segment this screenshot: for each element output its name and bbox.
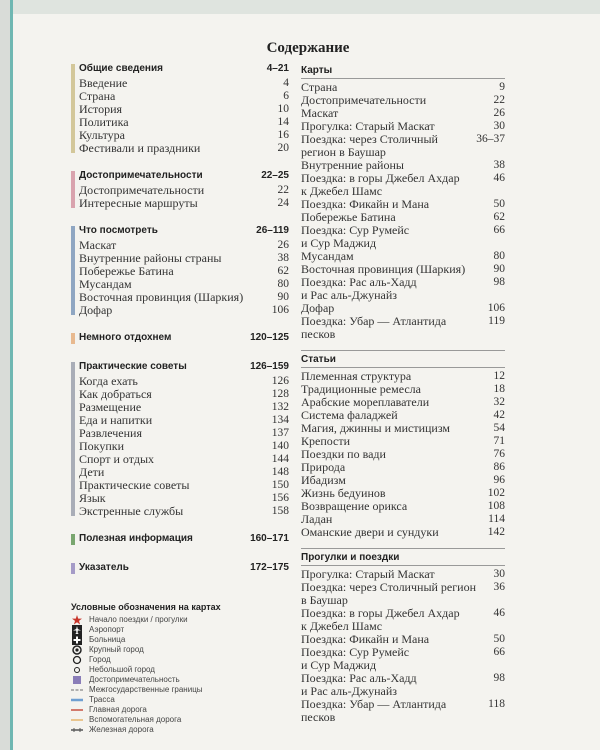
legend-item (71, 685, 289, 695)
entry-page: 114 (488, 513, 505, 525)
entry-label: Маскат (301, 106, 339, 120)
border-icon (71, 685, 83, 695)
entry-label: Побережье Батина (301, 210, 396, 224)
entry-label: Внутренние районы (301, 158, 404, 172)
entry-page: 150 (271, 479, 289, 491)
entry-label: Традиционные ремесла (301, 382, 421, 396)
entry-page: 140 (271, 440, 289, 452)
legend-item (71, 675, 289, 685)
entry-label: Прогулка: Старый Маскат (301, 567, 435, 581)
entry-page: 106 (271, 304, 289, 316)
entry-label: Восточная провинция (Шаркия) (301, 262, 466, 276)
entry-page: 9 (499, 81, 505, 93)
entry-page: 10 (277, 103, 289, 115)
section-title: Общие сведения (79, 63, 163, 74)
section-title: Практические советы (79, 361, 187, 372)
section-title: Немного отдохнем (79, 332, 172, 343)
entry-label: Поездка: Фикайн и Мана (301, 197, 430, 211)
left-column (71, 62, 289, 735)
entry-page: 80 (277, 278, 289, 290)
entry-page: 98 (493, 276, 505, 288)
entry-page: 38 (277, 252, 289, 264)
entry-page: 50 (493, 198, 505, 210)
toc-entry[interactable] (301, 607, 505, 633)
entry-page: 118 (488, 698, 505, 710)
legend-item (71, 705, 289, 715)
entry-label: Дофар (79, 303, 113, 317)
section-heading[interactable] (79, 169, 289, 184)
legend-item (71, 655, 289, 665)
section-title: Статьи (301, 354, 336, 365)
section-title: Что посмотреть (79, 225, 158, 236)
entry-page: 30 (493, 120, 505, 132)
entry-label: Поездка: в горы Джебел Ахдар к Джебел Шамс (301, 171, 460, 198)
entry-label: Поездка: Рас аль-Хадд и Рас аль-Джунайз (301, 275, 417, 302)
section-title: Достопримечательности (79, 170, 203, 181)
entry-label: Когда ехать (79, 374, 138, 388)
legend-item (71, 715, 289, 725)
entry-label: Фестивали и праздники (79, 141, 201, 155)
section-heading[interactable] (79, 224, 289, 239)
section-pages: 22–25 (261, 170, 289, 181)
section-color-bar (71, 64, 75, 153)
entry-page: 46 (493, 172, 505, 184)
entry-page: 134 (271, 414, 289, 426)
section-title: Карты (301, 65, 333, 76)
entry-label: Размещение (79, 400, 142, 414)
entry-page: 18 (493, 383, 505, 395)
entry-page: 30 (493, 568, 505, 580)
small-city-icon (71, 665, 83, 675)
toc-section (301, 548, 505, 724)
entry-label: Язык (79, 491, 106, 505)
toc-entry[interactable] (79, 505, 289, 518)
entry-label: Политика (79, 115, 129, 129)
hospital-icon (71, 635, 83, 645)
entry-page: 142 (487, 526, 505, 538)
entry-label: Поездка: в горы Джебел Ахдар к Джебел Шамс (301, 606, 460, 633)
entry-label: Как добраться (79, 387, 152, 401)
entry-label: Магия, джинны и мистицизм (301, 421, 451, 435)
legend-item (71, 645, 289, 655)
entry-label: Достопримечательности (301, 93, 427, 107)
toc-entry[interactable] (301, 646, 505, 672)
legend-label: Небольшой город (89, 665, 155, 674)
section-heading[interactable] (79, 360, 289, 375)
legend-label: Железная дорога (89, 725, 154, 734)
entry-page: 128 (271, 388, 289, 400)
legend-item (71, 615, 289, 625)
entry-page: 22 (277, 184, 289, 196)
entry-page: 54 (493, 422, 505, 434)
entry-label: Экстренные службы (79, 504, 184, 518)
entry-label: Ибадизм (301, 473, 346, 487)
entry-label: Внутренние районы страны (79, 251, 222, 265)
entry-label: Прогулка: Старый Маскат (301, 119, 435, 133)
toc-entry[interactable] (79, 453, 289, 466)
entry-label: Восточная провинция (Шаркия) (79, 290, 244, 304)
section-color-bar (71, 333, 75, 344)
entry-label: Поездка: Убар — Атлантида песков (301, 697, 447, 724)
toc-entry[interactable] (301, 672, 505, 698)
entry-page: 16 (277, 129, 289, 141)
entry-label: Крепости (301, 434, 351, 448)
toc-entry[interactable] (79, 479, 289, 492)
entry-page: 42 (493, 409, 505, 421)
entry-label: Спорт и отдых (79, 452, 155, 466)
entry-label: Природа (301, 460, 346, 474)
entry-page: 156 (271, 492, 289, 504)
legend-item (71, 695, 289, 705)
entry-page: 80 (493, 250, 505, 262)
toc-entry[interactable] (301, 133, 505, 159)
entry-label: Поездка: Рас аль-Хадд и Рас аль-Джунайз (301, 671, 417, 698)
legend-label: Город (89, 655, 111, 664)
section-title: Полезная информация (79, 533, 193, 544)
entry-label: Мусандам (79, 277, 132, 291)
entry-label: Поездка: Убар — Атлантида песков (301, 314, 447, 341)
entry-label: Возвращение орикса (301, 499, 408, 513)
section-pages: 26–119 (256, 225, 289, 236)
entry-page: 132 (271, 401, 289, 413)
entry-page: 24 (277, 197, 289, 209)
legend-title: Условные обозначения на картах (71, 602, 221, 612)
section-heading[interactable] (301, 353, 505, 368)
entry-label: Поездки по вади (301, 447, 386, 461)
section-pages: 120–125 (250, 332, 289, 343)
toc-entry[interactable] (301, 315, 505, 341)
toc-section (71, 169, 289, 210)
entry-page: 22 (493, 94, 505, 106)
section-pages: 126–159 (250, 361, 289, 372)
entry-page: 36–37 (476, 133, 505, 145)
toc-section (71, 360, 289, 518)
entry-page: 20 (277, 142, 289, 154)
section-heading[interactable] (301, 64, 505, 79)
entry-label: Дофар (301, 301, 335, 315)
toc-section (301, 62, 505, 341)
entry-page: 96 (493, 474, 505, 486)
entry-page: 119 (488, 315, 505, 327)
section-color-bar (71, 563, 75, 574)
entry-label: Еда и напитки (79, 413, 153, 427)
legend-label: Крупный город (89, 645, 144, 654)
toc-section (71, 331, 289, 346)
entry-label: Страна (79, 89, 116, 103)
entry-page: 26 (493, 107, 505, 119)
legend-label: Вспомогательная дорога (89, 715, 182, 724)
entry-label: Достопримечательности (79, 183, 205, 197)
toc-entry[interactable] (301, 224, 505, 250)
section-color-bar (71, 226, 75, 315)
toc-entry[interactable] (301, 581, 505, 607)
entry-label: Покупки (79, 439, 124, 453)
section-color-bar (71, 534, 75, 545)
entry-page: 90 (493, 263, 505, 275)
entry-page: 106 (487, 302, 505, 314)
entry-label: Племенная структура (301, 369, 412, 383)
star-icon (71, 615, 83, 625)
map-legend (71, 602, 289, 735)
book-page (10, 0, 600, 750)
entry-page: 38 (493, 159, 505, 171)
main-road-icon (71, 705, 83, 715)
city-icon (71, 655, 83, 665)
entry-page: 86 (493, 461, 505, 473)
entry-label: Интересные маршруты (79, 196, 198, 210)
entry-label: Арабские мореплаватели (301, 395, 430, 409)
entry-page: 137 (271, 427, 289, 439)
entry-label: История (79, 102, 123, 116)
entry-page: 12 (493, 370, 505, 382)
highway-icon (71, 695, 83, 705)
entry-page: 46 (493, 607, 505, 619)
section-heading[interactable] (79, 331, 289, 346)
entry-label: Поездка: Сур Румейс и Сур Маджид (301, 223, 410, 250)
entry-page: 50 (493, 633, 505, 645)
entry-page: 90 (277, 291, 289, 303)
large-city-icon (71, 645, 83, 655)
toc-entry[interactable] (79, 304, 289, 317)
section-heading[interactable] (79, 62, 289, 77)
toc-section (71, 561, 289, 576)
legend-item (71, 725, 289, 735)
entry-label: Введение (79, 76, 128, 90)
toc-section (71, 532, 289, 547)
entry-page: 98 (493, 672, 505, 684)
entry-page: 102 (487, 487, 505, 499)
entry-label: Дети (79, 465, 105, 479)
entry-label: Ладан (301, 512, 333, 526)
entry-page: 62 (277, 265, 289, 277)
entry-page: 76 (493, 448, 505, 460)
right-column (301, 62, 505, 733)
legend-item (71, 635, 289, 645)
entry-page: 4 (283, 77, 289, 89)
toc-section (71, 224, 289, 317)
entry-label: Оманские двери и сундуки (301, 525, 439, 539)
section-color-bar (71, 362, 75, 516)
entry-label: Поездка: через Столичный регион в Баушар (301, 132, 438, 159)
section-color-bar (71, 171, 75, 208)
section-pages: 4–21 (266, 63, 289, 74)
legend-label: Достопримечательность (89, 675, 180, 684)
legend-label: Трасса (89, 695, 115, 704)
sight-icon (71, 675, 83, 685)
entry-label: Развлечения (79, 426, 142, 440)
entry-page: 126 (271, 375, 289, 387)
toc-entry[interactable] (301, 276, 505, 302)
legend-label: Начало поездки / прогулки (89, 615, 188, 624)
entry-page: 66 (493, 224, 505, 236)
entry-page: 158 (271, 505, 289, 517)
toc-entry[interactable] (301, 698, 505, 724)
entry-label: Побережье Батина (79, 264, 174, 278)
entry-page: 148 (271, 466, 289, 478)
legend-item (71, 625, 289, 635)
toc-entry[interactable] (79, 142, 289, 155)
entry-page: 6 (283, 90, 289, 102)
entry-page: 66 (493, 646, 505, 658)
entry-label: Поездка: через Столичный регион в Баушар (301, 580, 477, 607)
entry-page: 144 (271, 453, 289, 465)
legend-label: Межгосударственные границы (89, 685, 203, 694)
entry-page: 14 (277, 116, 289, 128)
toc-section (71, 62, 289, 155)
entry-label: Практические советы (79, 478, 190, 492)
entry-label: Мусандам (301, 249, 354, 263)
entry-label: Поездка: Фикайн и Мана (301, 632, 430, 646)
section-title: Указатель (79, 562, 129, 573)
toc-entry[interactable] (301, 172, 505, 198)
entry-label: Маскат (79, 238, 117, 252)
airport-icon (71, 625, 83, 635)
entry-page: 71 (493, 435, 505, 447)
section-heading[interactable] (79, 532, 289, 547)
page-title: Содержание (266, 40, 350, 56)
toc-entry[interactable] (79, 197, 289, 210)
legend-label: Больница (89, 635, 126, 644)
section-pages: 172–175 (250, 562, 289, 573)
legend-label: Главная дорога (89, 705, 147, 714)
toc-entry[interactable] (301, 526, 505, 539)
entry-label: Страна (301, 80, 338, 94)
entry-page: 108 (487, 500, 505, 512)
legend-item (71, 665, 289, 675)
entry-page: 26 (277, 239, 289, 251)
entry-label: Система фаладжей (301, 408, 398, 422)
entry-page: 62 (493, 211, 505, 223)
section-pages: 160–171 (250, 533, 289, 544)
section-title: Прогулки и поездки (301, 552, 400, 563)
top-strip (13, 0, 600, 14)
toc-section (301, 350, 505, 539)
section-heading[interactable] (79, 561, 289, 576)
legend-label: Аэропорт (89, 625, 125, 634)
entry-label: Культура (79, 128, 125, 142)
entry-page: 32 (493, 396, 505, 408)
entry-label: Жизнь бедуинов (301, 486, 386, 500)
secondary-road-icon (71, 715, 83, 725)
entry-label: Поездка: Сур Румейс и Сур Маджид (301, 645, 410, 672)
section-heading[interactable] (301, 551, 505, 566)
entry-page: 36 (493, 581, 505, 593)
railway-icon (71, 725, 83, 735)
